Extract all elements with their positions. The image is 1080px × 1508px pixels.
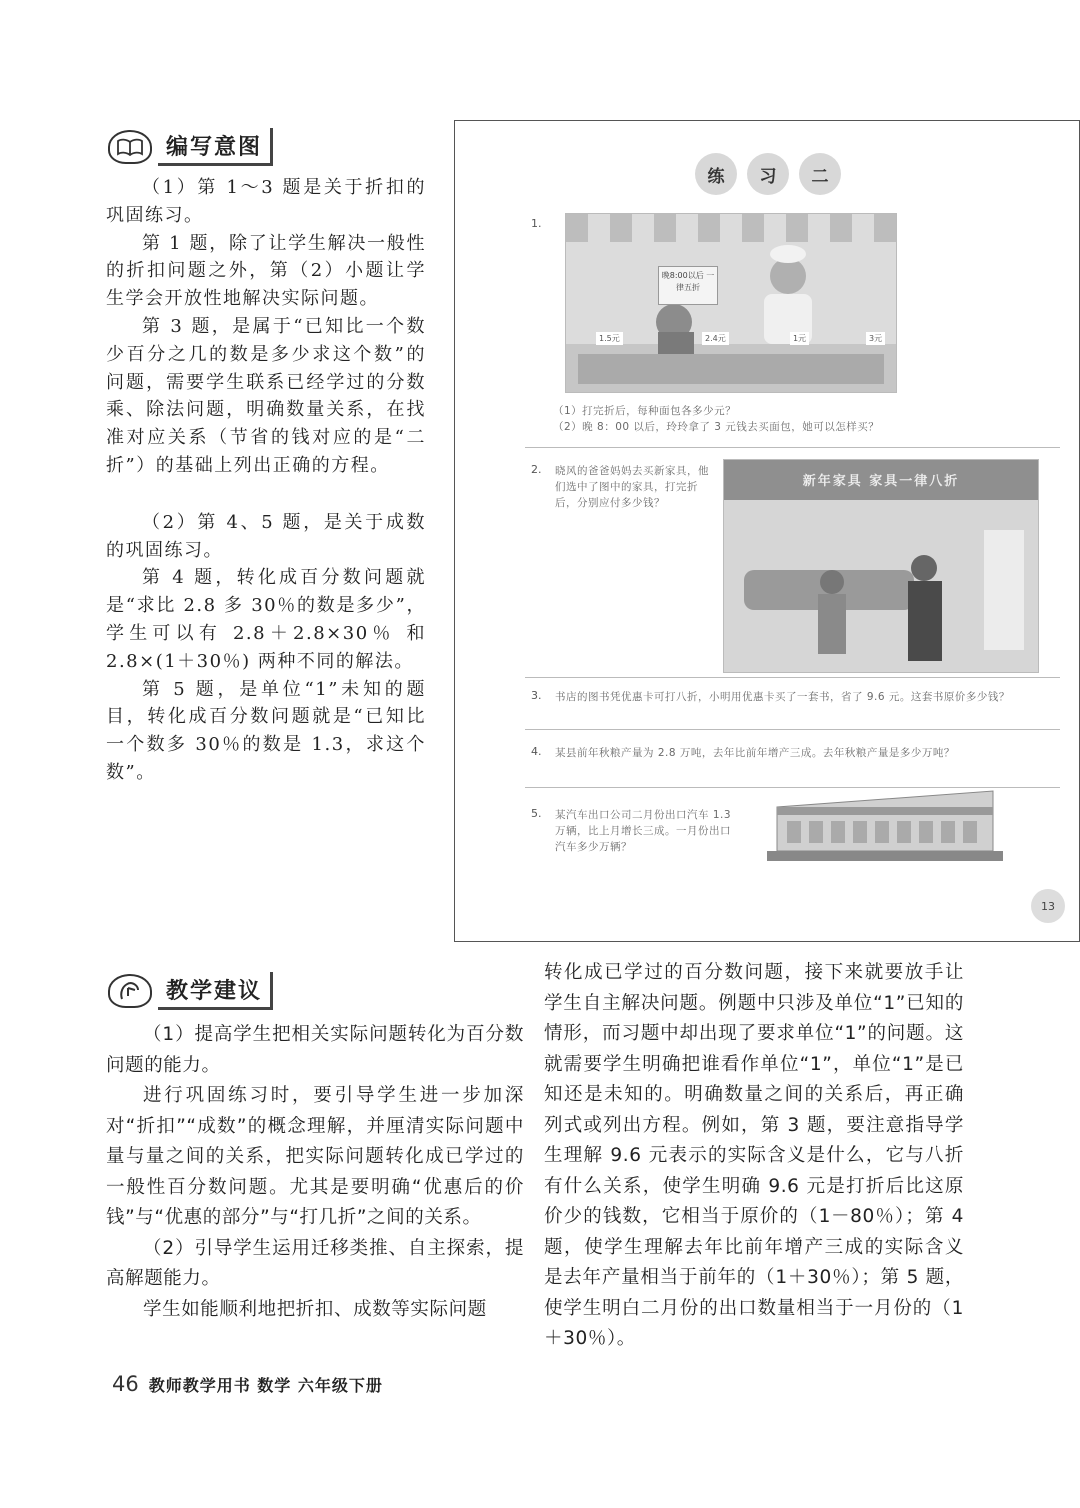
price-tag: 2.4元 [702, 332, 729, 345]
textbook-page-number: 13 [1031, 889, 1065, 923]
advice-left-column [106, 1020, 524, 1325]
page-footer [112, 1372, 383, 1396]
intent-paragraph: 第 5 题，是单位“1”未知的题目，转化成百分数问题就是“已知比一个数多 30％的数是 1.3，求这个数”。 [106, 678, 426, 783]
exercise-5-text: 某汽车出口公司二月份出口汽车 1.3 万辆，比上月增长三成。一月份出口汽车多少万辆？ [555, 809, 732, 853]
intent-paragraph: 第 3 题，是属于“已知比一个数少百分之几的数是多少求这个数”的问题，需要学生联系已经学过的分数乘、除法问题，明确数量关系，在找准对应关系（节省的钱对应的是“二折”）的基础上列出正确的方程。 [106, 315, 426, 476]
furniture-store-illustration [723, 459, 1039, 673]
advice-heading-label: 教学建议 [158, 972, 273, 1010]
exercise-4-text: 某县前年秋粮产量为 2.8 万吨，去年比前年增产三成。去年秋粮产量是多少万吨？ [555, 747, 955, 759]
advice-paragraph: 进行巩固练习时，要引导学生进一步加深对“折扣”“成数”的概念理解，并厘清实际问题中量与量之间的关系，把实际问题转化成已学过的一般性百分数问题。尤其是要明确“优惠后的价钱”与“优惠的部分”与“打几折”之间的关系。 [106, 1085, 524, 1228]
title-char: 练 [695, 153, 737, 195]
intent-text [106, 174, 426, 787]
exercise-1-questions [553, 403, 1053, 435]
price-tag: 1.5元 [596, 332, 623, 345]
page-number: 46 [112, 1372, 139, 1396]
exercise-1-question: （1）打完折后，每种面包各多少元？ [553, 405, 737, 417]
divider [525, 677, 1060, 678]
advice-paragraph: （1）提高学生把相关实际问题转化为百分数问题的能力。 [106, 1024, 524, 1076]
intent-paragraph: （1）第 1～3 题是关于折扣的巩固练习。 [106, 177, 426, 226]
textbook-page [454, 120, 1080, 942]
book-icon [108, 130, 152, 164]
store-banner: 新年家具 家具一律八折 [802, 474, 960, 489]
price-tag: 1元 [790, 332, 809, 345]
divider [525, 729, 1060, 730]
advice-paragraph: 学生如能顺利地把折扣、成数等实际问题 [143, 1298, 487, 1320]
bakery-illustration [565, 213, 897, 393]
exercise-1-question: （2）晚 8：00 以后，玲玲拿了 3 元钱去买面包，她可以怎样买？ [553, 421, 880, 433]
book-title: 教师教学用书 数学 六年级下册 [148, 1376, 383, 1395]
advice-paragraph: 转化成已学过的百分数问题，接下来就要放手让学生自主解决问题。例题中只涉及单位“1”已知的情形，而习题中却出现了要求单位“1”的问题。这就需要学生明确把谁看作单位“1”，单位“1”是已知还是未知的。明确数量之间的关系后，再正确列式或列出方程。例如，第 3 题，要注意指导学生理解 9.6 元表示的实际含义是什么，它与八折有什么关系，使学生明确 9.6 元是打折后比这原价少的钱数，它相当于原价的（1－80％）；第 4 题，使学生理解去年比前年增产三成的实际含义是去年产量相当于前年的（1＋30％）；第 5 题，使学生明白二月份的出口数量相当于一月份的（1＋30％）。 [544, 962, 964, 1349]
sale-sign: 晚8:00以后 一律五折 [658, 266, 718, 305]
teacher-icon [108, 974, 152, 1008]
title-char: 二 [799, 153, 841, 195]
exercise-4-number: 4. [531, 745, 542, 758]
exercise-2-text: 晓风的爸爸妈妈去买新家具，他们选中了图中的家具，打完折后，分别应付多少钱？ [555, 465, 709, 509]
exercise-1-number: 1. [531, 217, 542, 230]
intent-heading-label: 编写意图 [158, 128, 273, 166]
intent-paragraph: （2）第 4、5 题，是关于成数的巩固练习。 [106, 511, 426, 561]
advice-right-column [544, 958, 964, 1355]
exercise-2-number: 2. [531, 463, 542, 476]
exercise-title [695, 153, 841, 195]
advice-heading [108, 972, 273, 1010]
price-tag: 3元 [866, 332, 885, 345]
intent-heading [108, 128, 273, 166]
title-char: 习 [747, 153, 789, 195]
intent-paragraph: 第 4 题，转化成百分数问题就是“求比 2.8 多 30％的数是多少”，学生可以有 2.8＋2.8×30％ 和 2.8×(1＋30％) 两种不同的解法。 [106, 567, 426, 672]
intent-paragraph: 第 1 题，除了让学生解决一般性的折扣问题之外，第（2）小题让学生学会开放性地解决实际问题。 [106, 232, 426, 310]
exercise-3-number: 3. [531, 689, 542, 702]
advice-paragraph: （2）引导学生运用迁移类推、自主探索，提高解题能力。 [106, 1237, 524, 1289]
factory-illustration [767, 781, 1003, 867]
exercise-3-text: 书店的图书凭优惠卡可打八折，小明用优惠卡买了一套书，省了 9.6 元。这套书原价多少钱？ [555, 691, 1010, 703]
divider [525, 447, 1060, 448]
exercise-5-number: 5. [531, 807, 542, 820]
